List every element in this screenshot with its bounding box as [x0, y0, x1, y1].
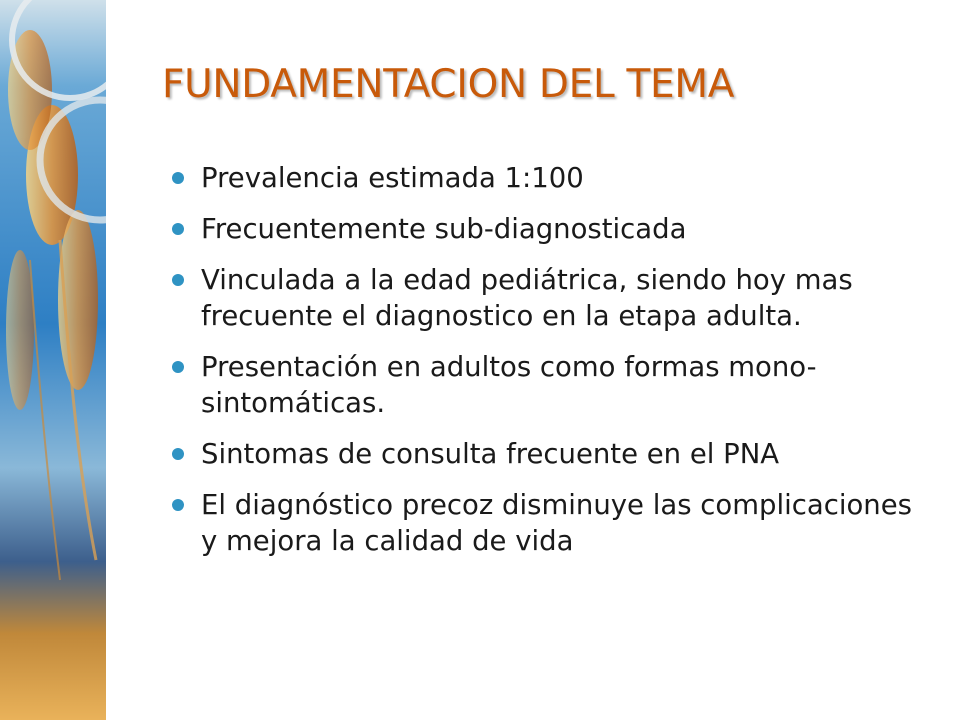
bullet-text: Vinculada a la edad pediátrica, siendo hoy mas frecuente el diagnostico en la etapa adulta. — [201, 264, 853, 332]
bullet-dot-icon — [172, 274, 184, 286]
wheat-sky-image — [0, 0, 106, 720]
bullet-item — [170, 487, 930, 559]
bullet-text: Presentación en adultos como formas mono-sintomáticas. — [201, 351, 817, 419]
bullet-dot-icon — [172, 448, 184, 460]
bullet-item — [170, 160, 930, 196]
bullet-text: Prevalencia estimada 1:100 — [201, 162, 584, 194]
bullet-item — [170, 262, 930, 334]
bullet-dot-icon — [172, 361, 184, 373]
bullet-list — [170, 160, 930, 574]
bullet-item — [170, 211, 930, 247]
bullet-text: Sintomas de consulta frecuente en el PNA — [201, 438, 780, 470]
bullet-dot-icon — [172, 172, 184, 184]
bullet-item — [170, 436, 930, 472]
slide-title: FUNDAMENTACION DEL TEMA — [162, 62, 735, 107]
bullet-text: El diagnóstico precoz disminuye las complicaciones y mejora la calidad de vida — [201, 489, 912, 557]
bullet-dot-icon — [172, 499, 184, 511]
bullet-item — [170, 349, 930, 421]
bullet-dot-icon — [172, 223, 184, 235]
bullet-text: Frecuentemente sub-diagnosticada — [201, 213, 687, 245]
